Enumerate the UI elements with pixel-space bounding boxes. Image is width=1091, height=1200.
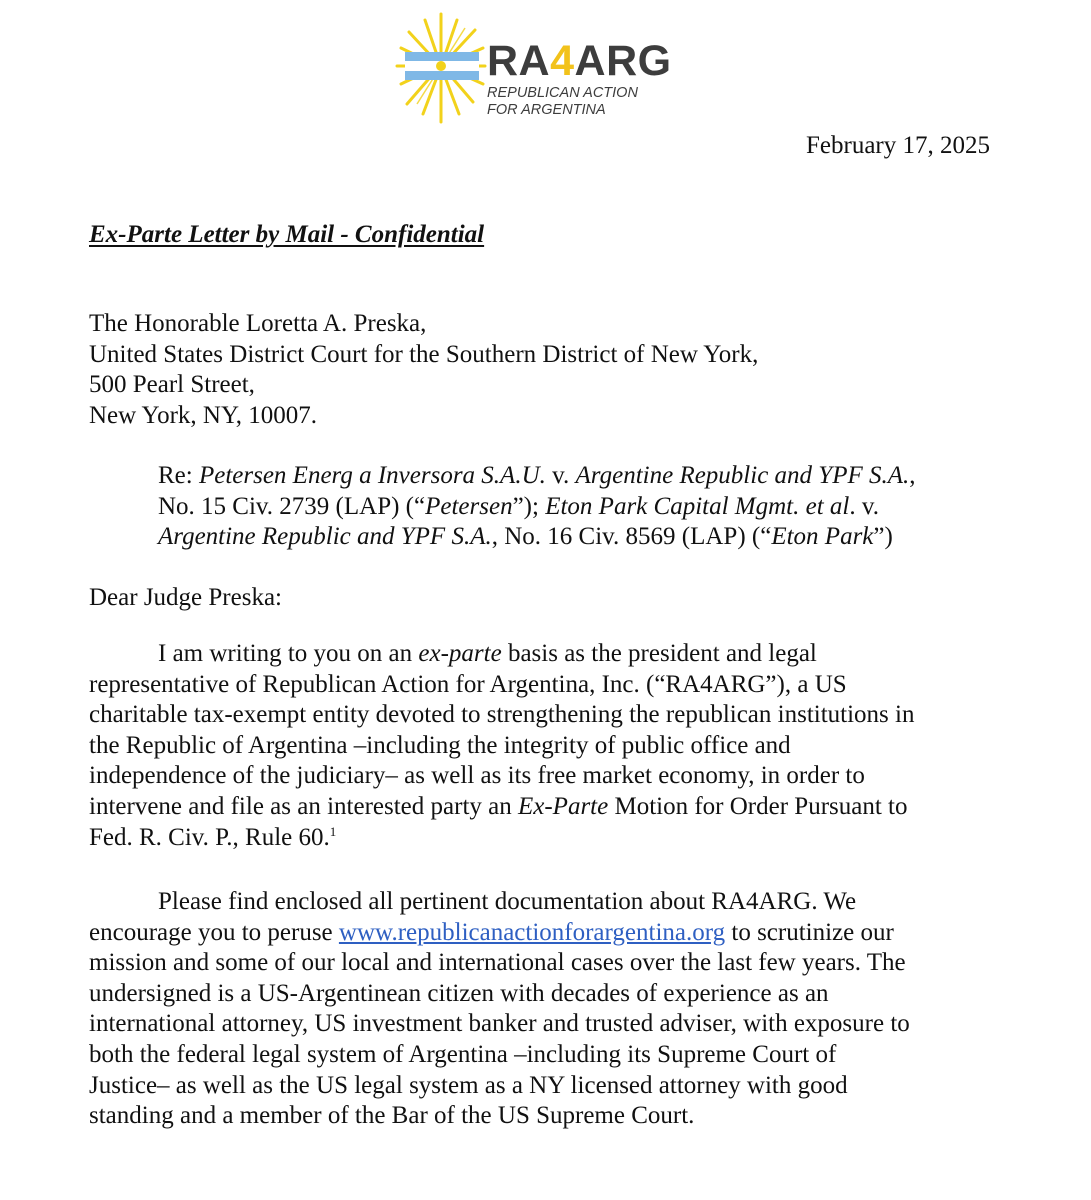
re-case-reference: [158, 461, 916, 553]
paragraph-line: representative of Republican Action for Argentina, Inc. (“RA4ARG”), a US: [89, 670, 847, 698]
logo-tagline-line2: FOR ARGENTINA: [487, 102, 606, 118]
paragraph-line: encourage you to peruse www.republicanactionforargentina.org to scrutinize our: [89, 918, 894, 946]
paragraph-line: undersigned is a US-Argentinean citizen with decades of experience as an: [89, 979, 829, 1007]
re-line: Argentine Republic and YPF S.A., No. 16 Civ. 8569 (LAP) (“Eton Park”): [158, 523, 893, 551]
address-line: 500 Pearl Street,: [89, 371, 255, 399]
footnote-marker[interactable]: 1: [329, 823, 337, 839]
paragraph-line: both the federal legal system of Argentina –including its Supreme Court of: [89, 1040, 837, 1068]
address-line: United States District Court for the Southern District of New York,: [89, 340, 759, 368]
paragraph-line: I am writing to you on an ex-parte basis as the president and legal: [158, 640, 817, 667]
paragraph-line: independence of the judiciary– as well as its free market economy, in order to: [89, 762, 865, 790]
address-line: The Honorable Loretta A. Preska,: [89, 310, 427, 337]
re-line: Re: Petersen Energ a Inversora S.A.U. v. Argentine Republic and YPF S.A.,: [158, 462, 916, 489]
paragraph-line: mission and some of our local and international cases over the last few years. The: [89, 949, 906, 977]
letter-subject: Ex-Parte Letter by Mail - Confidential: [89, 221, 485, 248]
salutation: Dear Judge Preska:: [89, 584, 282, 611]
paragraph-line: Please find enclosed all pertinent documentation about RA4ARG. We: [158, 888, 857, 915]
paragraph-line: the Republic of Argentina –including the integrity of public office and: [89, 731, 791, 759]
paragraph-line: intervene and file as an interested party an Ex-Parte Motion for Order Pursuant to: [89, 792, 908, 820]
body-paragraph-1: [89, 639, 914, 853]
body-paragraph-2: [89, 887, 910, 1132]
address-line: New York, NY, 10007.: [89, 401, 318, 429]
website-link[interactable]: www.republicanactionforargentina.org: [338, 918, 726, 946]
paragraph-line: charitable tax-exempt entity devoted to strengthening the republican institutions in: [89, 701, 915, 729]
logo-brand-text: RA4ARG: [487, 37, 672, 85]
letter-date: February 17, 2025: [806, 132, 990, 159]
paragraph-line: Justice– as well as the US legal system as a NY licensed attorney with good: [89, 1071, 848, 1099]
paragraph-line: standing and a member of the Bar of the US Supreme Court.: [89, 1102, 695, 1130]
logo-tagline-line1: REPUBLICAN ACTION: [487, 85, 638, 101]
paragraph-line: Fed. R. Civ. P., Rule 60.$^1$: [89, 823, 337, 851]
recipient-address: [89, 309, 758, 431]
re-line: No. 15 Civ. 2739 (LAP) (“Petersen”); Eton Park Capital Mgmt. et al. v.: [158, 492, 879, 520]
ra4arg-logo: [395, 8, 695, 126]
paragraph-line: international attorney, US investment banker and trusted adviser, with exposure to: [89, 1010, 910, 1038]
